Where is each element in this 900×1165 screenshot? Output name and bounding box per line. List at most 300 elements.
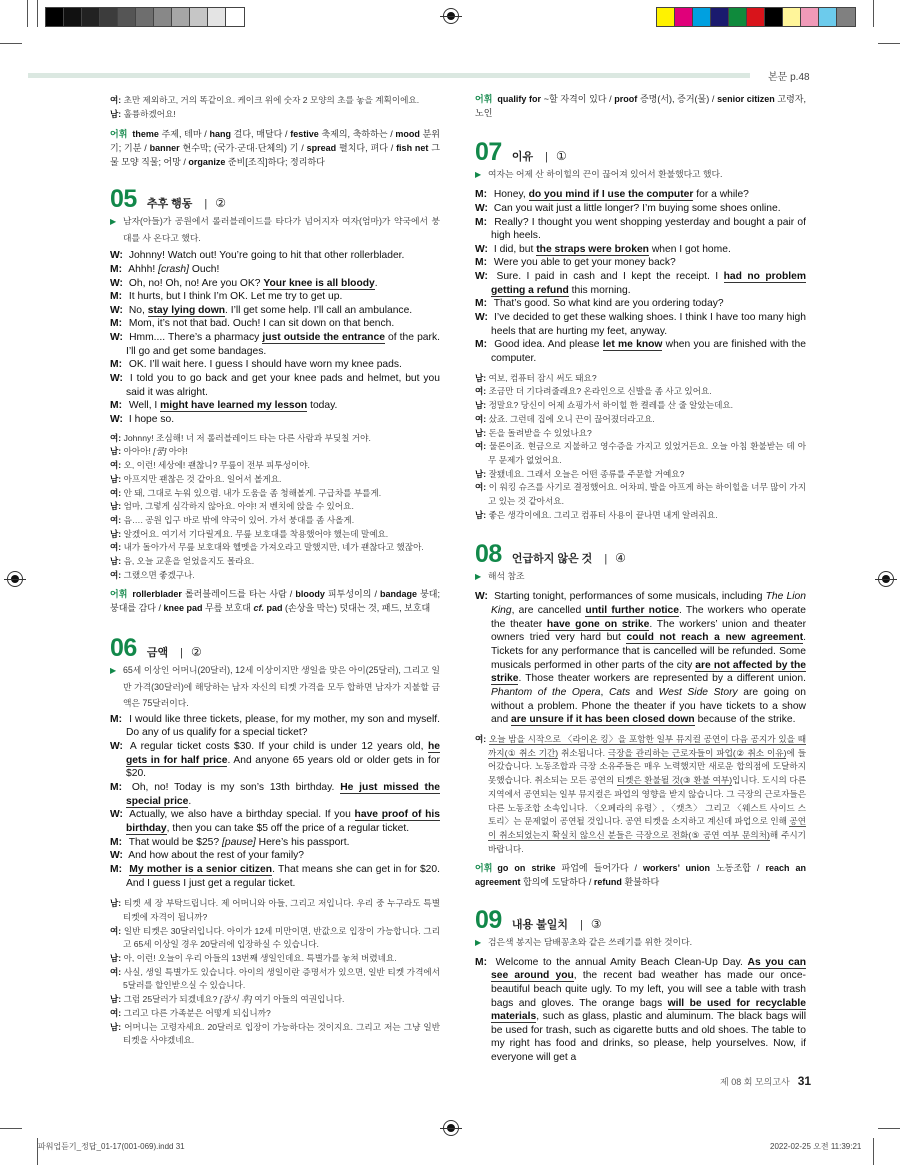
korean-translation <box>475 372 806 523</box>
text: 사실, 생일 특별가도 있습니다. 아이의 생일이란 증명서가 있으면, 일반 티켓 가격에서 5달러를 할인받으실 수 있습니다. <box>123 966 441 991</box>
text: Mom, it’s not that bad. Ouch! I can sit down on that bench. <box>128 318 395 330</box>
triangle-bullet-icon: ▶ <box>110 217 117 227</box>
color-swatch <box>100 8 118 26</box>
text: 노동조합 / <box>710 863 766 874</box>
translation-line <box>110 966 440 993</box>
question-number: 08 <box>475 540 502 569</box>
speaker-label: M: <box>110 318 123 330</box>
text: when I got home. <box>648 243 731 255</box>
vocab-term: bloody <box>295 589 325 600</box>
registration-mark-icon <box>7 571 23 587</box>
translation-line <box>110 952 440 966</box>
text: 아프지만 괜찮은 것 같아요. 일어서 볼게요. <box>123 473 282 484</box>
speaker-label: 남: <box>110 528 122 539</box>
text: 티켓 세 장 부탁드립니다. 제 어머니와 아들, 그리고 저입니다. 우리 중 누구라도 특별 티켓에 자격이 됩니까? <box>123 898 440 922</box>
speaker-label: M: <box>110 400 123 412</box>
dialogue-line <box>110 863 440 890</box>
text: 해 주시기 바랍니다. <box>488 829 806 854</box>
speaker-label: 남: <box>475 509 487 520</box>
vocab-term: pad <box>266 603 283 614</box>
text: Really? I thought you went shopping yesterday and bought a pair of high heels. <box>491 216 806 242</box>
italic-text: [crash] <box>158 263 189 275</box>
text: . The workers’ union and theater owners tried very hard but <box>491 618 807 644</box>
text: Here’s his passport. <box>255 836 350 848</box>
speaker-label: 여: <box>110 487 122 498</box>
text: . Tickets for any performance that is cancelled will be refunded. Some musicals performed in other parts of the city <box>491 632 807 671</box>
key-phrase: Your knee is all bloody <box>263 277 375 289</box>
text: I’ve decided to get these walking shoes. I think I have too many high heels that are hurting my feet, anyway. <box>491 312 806 337</box>
dialogue-line <box>110 372 440 399</box>
text: for a while? <box>693 189 749 201</box>
italic-text: Cats <box>609 687 631 699</box>
crop-mark <box>0 43 22 44</box>
vocab-term: qualify for <box>497 94 542 104</box>
color-swatch <box>208 8 226 26</box>
speaker-label: W: <box>110 809 123 821</box>
speaker-label: W: <box>110 740 123 752</box>
speaker-label: 남: <box>110 952 122 963</box>
dialogue-line <box>475 338 806 365</box>
triangle-bullet-icon: ▶ <box>475 937 482 947</box>
text: . I’ll get some help. I’ll call an ambulance. <box>225 304 413 316</box>
vocabulary-note <box>475 93 806 120</box>
text: 아아아! <box>123 446 154 457</box>
text: It hurts, but I think I’m OK. Let me try to get up. <box>128 291 343 303</box>
text: Johnny! Watch out! You’re going to hit that other rollerblader. <box>128 250 405 262</box>
dialogue-line <box>110 263 440 277</box>
speaker-label: 여: <box>110 514 122 525</box>
text: 아야! <box>166 446 188 457</box>
color-swatch <box>765 8 783 26</box>
text: 붕대; 붕대를 감다 / <box>110 589 440 614</box>
speaker-label: M: <box>475 339 488 351</box>
underlined-translation: 공연이 취소되었는지 확실치 않으신 분들은 극장으로 전화(⑤ 공연 여부 문의처) <box>488 816 806 840</box>
text: And how about the rest of your family? <box>128 850 305 862</box>
text: Can you wait just a little longer? I’m buying some shoes online. <box>493 202 781 214</box>
crop-mark <box>37 0 38 27</box>
triangle-bullet-icon: ▶ <box>475 572 482 582</box>
text: OK. I’ll wait here. I guess I should have worn my knee pads. <box>128 359 402 371</box>
text: 여기 아들의 여권입니다. <box>251 994 345 1005</box>
answer-explanation <box>475 568 806 585</box>
text: 정말요? 당신이 어제 쇼핑가서 하이힐 한 켤레를 산 줄 알았는데요. <box>488 400 734 411</box>
registration-mark-icon <box>443 8 459 24</box>
text: 일반 티켓은 30달러입니다. 아이가 12세 미만이면, 반값으로 입장이 가능합니다. 그리고 65세 이상일 경우 20달러에 입장하실 수 있습니다. <box>123 925 441 950</box>
answer-explanation <box>475 934 806 951</box>
speaker-label: 남: <box>475 427 487 438</box>
text: I hope so. <box>128 414 175 426</box>
key-phrase: let me know <box>602 339 663 351</box>
divider: | <box>180 646 183 659</box>
question-number: 07 <box>475 138 502 167</box>
question-type: 추후 행동 <box>146 198 193 211</box>
translation-line <box>475 372 806 386</box>
question-number: 06 <box>110 633 137 662</box>
translation-line <box>110 514 440 528</box>
vocab-term: go on strike <box>497 863 556 874</box>
text: 주제, 테마 / <box>158 129 210 140</box>
vocab-label: 어휘 <box>475 863 493 874</box>
text: Ouch! <box>188 263 220 275</box>
translation-line <box>475 481 806 508</box>
speaker-label: W: <box>110 304 123 316</box>
translation-line <box>110 432 440 446</box>
question-number: 09 <box>475 905 502 934</box>
text: 이 워킹 슈즈를 사기로 결정했어요. 어차피, 발을 아프게 하는 하이힐을 너무 많이 가지고 있는 것 같아서요. <box>488 482 806 507</box>
vocab-term: mood <box>395 129 420 140</box>
speaker-label: 남: <box>110 898 122 909</box>
dialogue-line <box>110 317 440 331</box>
text: . That means she can get in for $20. And I guess I just get a regular ticket. <box>126 863 440 889</box>
left-column <box>110 94 440 1048</box>
text: when you are finished with the computer. <box>491 339 806 365</box>
color-swatch <box>711 8 729 26</box>
text: Johnny! 조심해! 너 저 롤러블레이드 타는 다른 사람과 부딪칠 거야. <box>123 432 371 443</box>
dialogue-line <box>110 713 440 740</box>
dialogue-line <box>475 590 806 727</box>
speaker-label: M: <box>110 781 123 793</box>
crop-mark <box>878 1128 900 1129</box>
dialogue-line <box>110 836 440 850</box>
answer-badge: ② <box>215 196 226 211</box>
divider: | <box>204 198 208 211</box>
translation-line <box>110 555 440 569</box>
speaker-label: W: <box>475 202 488 214</box>
text: Oh, no! Today is my son’s 13th birthday. <box>131 781 341 793</box>
question-type: 내용 불일치 <box>511 918 568 931</box>
korean-translation <box>110 94 440 121</box>
text: . Those theater workers are represented by a different union. <box>518 673 806 685</box>
speaker-label: 남: <box>475 372 487 383</box>
text: 증명(서), 증거(물) / <box>637 94 718 104</box>
speaker-label: 남: <box>110 1021 122 1032</box>
right-column <box>475 93 806 1065</box>
dialogue-line <box>110 808 440 835</box>
speaker-label: 남: <box>475 400 487 411</box>
text: Good idea. And please <box>494 339 603 351</box>
underlined-translation: 티켓은 환불될 것(③ 환불 여부) <box>616 775 733 786</box>
text: 돈을 돌려받을 수 있었나요? <box>488 427 592 438</box>
italic-text: [잠시 후] <box>219 994 252 1005</box>
speaker-label: M: <box>475 216 488 228</box>
text: 오, 이런! 세상에! 괜찮니? 무릎이 전부 피투성이야. <box>123 460 310 471</box>
text: , the recent bad weather has made our once-beautiful beach quite ugly. To my left, you will see a table with trash bags and gloves. The orange bags <box>491 970 806 1009</box>
vocab-term: refund <box>593 876 622 887</box>
header-rule <box>28 73 750 78</box>
color-swatch <box>82 8 100 26</box>
text: are going on without a problem. Phone the theater if you have tickets to a show and <box>491 687 806 726</box>
vocab-term: spread <box>306 143 337 153</box>
text: 조금만 더 기다려줄래요? 온라인으로 신발을 좀 사고 있어요. <box>488 386 712 397</box>
text: 좋은 생각이에요. 그리고 컴퓨터 사용이 끝나면 내게 알려줘요. <box>488 509 718 520</box>
speaker-label: 남: <box>110 108 122 119</box>
text: today. <box>307 400 338 412</box>
text: 걸다, 매달다 / <box>230 129 291 140</box>
explanation-text: 65세 이상인 어머니(20달러), 12세 이상이지만 생일을 맞은 아이(25달러), 그리고 일반 가격(30달러)에 해당하는 남자 자신의 티켓 가격을 모두 합하면 남자가 지불할 금액은 75달러이다. <box>123 664 440 708</box>
key-phrase: he gets in for half price <box>126 740 440 766</box>
color-swatch <box>729 8 747 26</box>
key-phrase: just outside the entrance <box>262 332 385 344</box>
speaker-label: W: <box>110 414 123 426</box>
divider: | <box>604 553 608 566</box>
vocab-label: 어휘 <box>475 94 493 104</box>
speaker-label: 남: <box>110 473 122 484</box>
speaker-label: W: <box>475 271 488 283</box>
vocabulary-note <box>110 128 440 169</box>
color-swatch <box>64 8 82 26</box>
text: 분위기; 기분 / <box>110 129 440 153</box>
speaker-label: M: <box>475 257 488 269</box>
text: That would be $25? <box>128 836 222 848</box>
page-number: 31 <box>797 1074 812 1088</box>
text: Ahhh! <box>128 263 159 275</box>
key-phrase: are not affected by the strike <box>491 659 807 685</box>
speaker-label: 여: <box>110 925 122 936</box>
text: 축제의, 축하하는 / <box>318 129 396 140</box>
speaker-label: 여: <box>110 1007 122 1018</box>
color-swatch <box>801 8 819 26</box>
text: Welcome to the annual Amity Beach Clean-Up Day. <box>495 956 748 968</box>
vocab-label: 어휘 <box>110 589 128 600</box>
text: (손상을 막는) 덧대는 것, 패드, 보호대 <box>282 603 431 614</box>
italic-text: The Lion King <box>491 591 806 617</box>
vocabulary-note <box>110 588 440 615</box>
translation-line <box>475 399 806 413</box>
translation-line <box>110 541 440 555</box>
text: 펼치다, 펴다 / <box>336 143 397 153</box>
text: . The workers who operate the theater <box>491 605 806 630</box>
section-heading <box>110 634 440 662</box>
text: 알겠어요. 여기서 기다릴게요. 무릎 보호대를 착용했어야 했는데 말예요. <box>123 528 389 539</box>
korean-translation <box>110 897 440 1048</box>
speaker-label: M: <box>110 291 123 303</box>
explanation-text: 해석 참조 <box>488 571 525 582</box>
key-phrase: the straps were broken <box>536 243 649 255</box>
speaker-label: 여: <box>475 413 487 424</box>
crop-mark <box>0 1128 22 1129</box>
translation-line <box>475 385 806 399</box>
vocab-term: festive <box>290 129 319 140</box>
korean-translation <box>110 432 440 583</box>
dialogue-line <box>110 290 440 304</box>
dialogue-line <box>110 849 440 863</box>
translation-line <box>110 473 440 487</box>
dialogue-line <box>475 243 806 257</box>
vocab-term: rollerblader <box>132 589 182 600</box>
vocab-term: hang <box>209 129 231 140</box>
divider: | <box>545 151 548 164</box>
speaker-label: M: <box>475 298 488 310</box>
dialogue-script <box>475 590 806 727</box>
translation-line <box>110 459 440 473</box>
text: and <box>630 687 659 699</box>
speaker-label: 남: <box>110 556 122 567</box>
color-swatch <box>837 8 855 26</box>
text: That’s good. So what kind are you ordering today? <box>493 298 724 310</box>
text: 훌륭하겠어요! <box>123 108 176 119</box>
dialogue-line <box>110 740 440 781</box>
question-type: 이유 <box>511 151 534 164</box>
text: . <box>374 277 378 289</box>
speaker-label: W: <box>110 250 123 262</box>
speaker-label: 여: <box>110 569 122 580</box>
speaker-label: M: <box>110 836 123 848</box>
dialogue-line <box>110 358 440 372</box>
speaker-label: 남: <box>110 994 122 1005</box>
text: 여보, 컴퓨터 잠시 써도 돼요? <box>488 372 597 383</box>
dialogue-line <box>475 311 806 338</box>
explanation-text: 검은색 봉지는 담배꽁초와 같은 쓰레기를 위한 것이다. <box>488 936 693 947</box>
text: this morning. <box>568 284 631 296</box>
key-phrase: have gone on strike <box>546 618 650 630</box>
color-swatch <box>46 8 64 26</box>
key-phrase: are unsure if it has been closed down <box>511 714 695 726</box>
color-swatch <box>118 8 136 26</box>
speaker-label: 남: <box>475 468 487 479</box>
divider: | <box>580 918 583 931</box>
answer-explanation <box>475 166 806 183</box>
page-footer <box>720 1074 811 1088</box>
key-phrase: could not reach a new agreement <box>626 632 804 644</box>
speaker-label: W: <box>475 312 488 324</box>
italic-text: [쿵] <box>153 446 167 457</box>
translation-line <box>110 993 440 1007</box>
section-heading <box>475 138 806 166</box>
key-phrase: As you can see around you <box>491 956 806 982</box>
text: of the park. I’ll go and get some bandages. <box>126 332 440 357</box>
text: 그리고 다른 가족분은 어떻게 되십니까? <box>123 1007 271 1018</box>
color-swatch <box>172 8 190 26</box>
translation-line <box>110 1007 440 1021</box>
question-type: 언급하지 않은 것 <box>511 553 593 566</box>
dialogue-line <box>475 297 806 311</box>
text: 피투성이의 / <box>324 589 381 600</box>
text: Well, I <box>128 400 161 412</box>
text: No, <box>128 304 148 316</box>
translation-line <box>475 509 806 523</box>
speaker-label: 남: <box>110 446 122 457</box>
vocab-term: knee pad <box>163 603 203 614</box>
text: 어머니는 고령자세요. 20달러로 입장이 가능하다는 것이지요. 그리고 저는 그냥 일반 티켓을 사야겠네요. <box>123 1021 441 1046</box>
crop-mark <box>27 0 28 27</box>
vocab-term: workers’ union <box>643 863 711 874</box>
italic-text: Phantom of the Opera <box>491 687 601 699</box>
registration-mark-icon <box>878 571 894 587</box>
key-phrase: will be used for recyclable materials <box>491 997 806 1023</box>
dialogue-line <box>475 202 806 216</box>
answer-badge: ① <box>555 149 567 164</box>
vocab-term: organize <box>188 156 226 167</box>
text: Oh, no! Oh, no! Are you OK? <box>128 277 264 289</box>
triangle-bullet-icon: ▶ <box>475 170 482 180</box>
key-phrase: had no problem getting a refund <box>491 271 806 296</box>
dialogue-line <box>110 781 440 808</box>
dialogue-line <box>110 331 440 358</box>
text: 잘됐네요. 그래서 오늘은 어떤 종류를 주문할 거예요? <box>488 468 685 479</box>
underlined-translation: 오늘 밤을 시작으로 〈라이온 킹〉을 포함한 일부 뮤지컬 공연이 다음 공지가 있을 때까지(① 취소 기간) <box>488 734 806 758</box>
speaker-label: 여: <box>475 734 487 745</box>
text: 입니다. 도시의 다른 지역에서 공연되는 일부 뮤지컬은 파업의 영향을 받지 않습니다. 그 극장의 근로자들은 다른 노동조합 소속입니다. 〈오페라의 유령〉, 〈캣츠〉 그리고 〈웨스트 사이드 스토리〉는 문제없이 공연될 것입니다. 공연 티켓을 소지하고 계신데 파업으로 인해 <box>488 775 806 827</box>
section-heading <box>475 906 806 934</box>
dialogue-line <box>475 256 806 270</box>
speaker-label: 여: <box>110 95 122 105</box>
text: Sure. I paid in cash and I kept the receipt. I <box>496 271 724 283</box>
text: Were you able to get your money back? <box>493 257 676 269</box>
registration-mark-icon <box>443 1120 459 1136</box>
dialogue-script <box>110 713 440 891</box>
translation-line <box>110 897 440 924</box>
speaker-label: W: <box>110 277 123 289</box>
text: 샀죠. 그런데 집에 오니 끈이 끊어졌더라고요. <box>488 413 655 424</box>
text: 엄마, 그렇게 심각하지 않아요. 아야! 저 벤치에 앉을 수 있어요. <box>123 501 354 512</box>
vocab-term: bandage <box>380 589 418 600</box>
key-phrase: might have learned my lesson <box>160 400 308 412</box>
vocab-term: fish net <box>396 143 429 153</box>
text: . <box>188 795 192 807</box>
question-type: 금액 <box>146 646 169 659</box>
vocab-term: reach an agreement <box>475 863 807 887</box>
color-swatch <box>226 8 244 26</box>
speaker-label: M: <box>110 713 123 725</box>
color-swatch <box>154 8 172 26</box>
translation-line <box>475 440 806 467</box>
italic-text: [pause] <box>222 836 256 848</box>
text: 롤러블레이드를 타는 사람 / <box>181 589 296 600</box>
dialogue-script <box>475 956 806 1065</box>
translation-line <box>110 925 440 952</box>
text: 그물 모양 직물; 어망 / <box>110 143 440 167</box>
slug-filename: 파워업듣기_정답_01-17(001-069).indd 31 <box>38 1142 185 1151</box>
vocab-label: 어휘 <box>110 129 128 140</box>
color-swatch <box>819 8 837 26</box>
speaker-label: M: <box>110 263 123 275</box>
text: 에 들어갔습니다. 노동조합과 극장 소유주들은 매우 노력했지만 새로운 합의점에 도달하지 못했습니다. 취소되는 모든 공연의 <box>488 747 807 786</box>
speaker-label: 여: <box>110 432 122 443</box>
translation-line <box>110 1021 440 1048</box>
translation-line <box>110 94 440 108</box>
text: 안 돼, 그대로 누워 있으렴. 내가 도움을 좀 청해볼게. 구급차를 부를게. <box>123 487 382 498</box>
text: 환불하다 <box>621 876 660 887</box>
text: because of the strike. <box>694 714 796 726</box>
text: I would like three tickets, please, for my mother, my son and myself. Do any of us qualify for a special ticket? <box>126 713 440 739</box>
dialogue-line <box>110 277 440 291</box>
text: 고령자, 노인 <box>475 94 807 118</box>
crop-mark <box>873 0 874 27</box>
underlined-translation: 극장을 관리하는 근로자들이 파업(② 취소 이유) <box>607 747 787 758</box>
text: Hmm.... There’s a pharmacy <box>129 332 263 344</box>
speaker-label: W: <box>110 332 123 344</box>
text: 파업에 들어가다 / <box>555 863 643 874</box>
text: 현수막; (국가·군대·단체의) 기 / <box>179 143 307 153</box>
text: I told you to go back and get your knee pads and helmet, but you said it was alright. <box>126 373 440 398</box>
crop-mark <box>878 43 900 44</box>
dialogue-line <box>110 304 440 318</box>
translation-line <box>475 427 806 441</box>
text: ~할 자격이 있다 / <box>541 94 615 104</box>
text: A regular ticket costs $30. If your child is under 12 years old, <box>129 740 428 752</box>
text: 음…. 공원 입구 바로 밖에 약국이 있어. 가서 붕대를 좀 사올게. <box>123 514 355 525</box>
exam-label: 제 08 회 모의고사 <box>720 1077 790 1087</box>
italic-term: cf. <box>253 603 264 614</box>
italic-text: West Side Story <box>658 687 738 699</box>
text: , <box>600 687 609 699</box>
color-swatch <box>747 8 765 26</box>
speaker-label: 여: <box>475 386 487 397</box>
korean-translation <box>475 733 806 856</box>
translation-line <box>110 500 440 514</box>
page-reference: 본문 p.48 <box>768 72 810 83</box>
text: . And anyone 65 years old or older gets in for $20. <box>126 754 440 780</box>
